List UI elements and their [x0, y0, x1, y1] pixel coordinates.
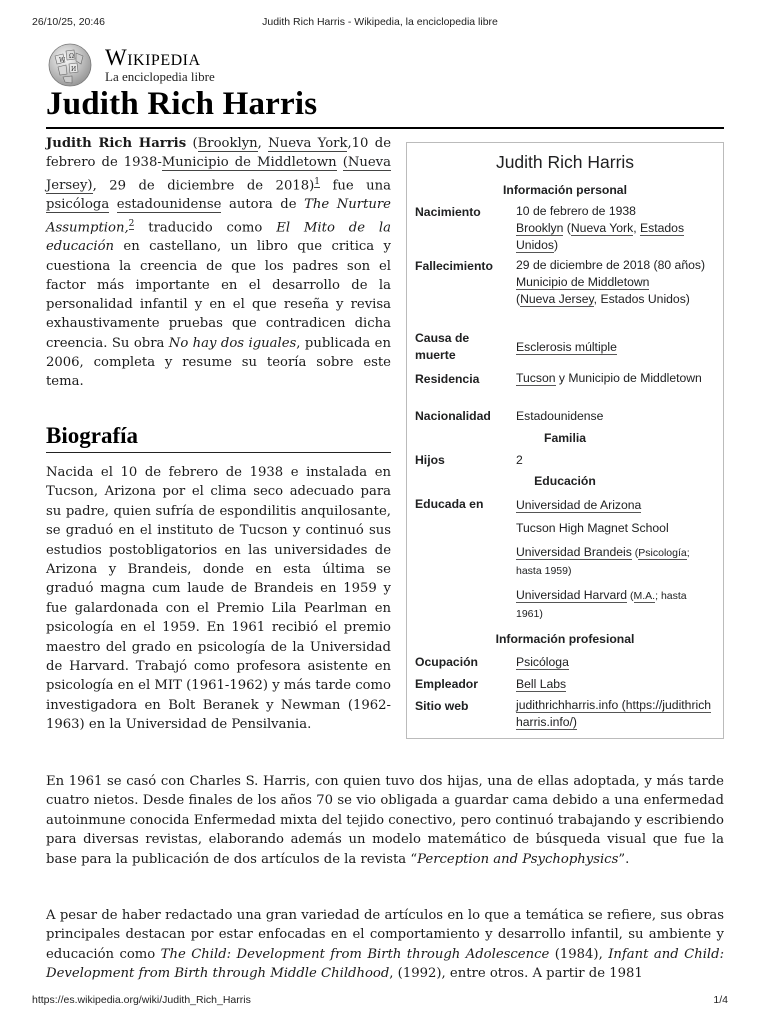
link-brooklyn-ib[interactable]: Brooklyn [516, 221, 564, 235]
label-hijos: Hijos [415, 453, 445, 467]
lead-paragraph: Judith Rich Harris (Brooklyn, Nueva York,10 de febrero de 1938-Municipio de Middletown (Nueva Jersey), 29 de diciembre de 2018)$^1$ fue una psicóloga estadounidense autora de The Nurture Assumption,$^2$ traducido como El Mito de la educación en castellano, un libro que critica y cuestiona la creencia de que los padres son el factor más importante en el desarrollo de la personalidad infantil y en el que reseña y revisa exhaustivamente pruebas que contradicen dicha creencia. Su obra No hay dos iguales, publicada en 2006, completa y resume su teoría sobre este tema. [46, 136, 392, 390]
wikipedia-logo[interactable] [45, 42, 265, 88]
infobox-title: Judith Rich Harris [495, 152, 635, 172]
link-univ-brandeis[interactable]: Universidad Brandeis [516, 545, 632, 559]
book-mito: El Mito de la educación [46, 219, 391, 255]
infobox-section-educacion: Educación [534, 474, 596, 488]
infobox-section-personal: Información personal [503, 183, 627, 197]
value-edu-4: Universidad Harvard (M.A.; hasta 1961) [516, 588, 687, 620]
svg-text:И: И [71, 66, 77, 73]
wikipedia-globe-icon [45, 42, 95, 88]
value-residencia: Tucson y Municipio de Middletown [516, 371, 702, 385]
value-sitio-web [516, 697, 716, 731]
label-fallecimiento: Fallecimiento [415, 259, 493, 273]
value-nacimiento: 10 de febrero de 1938 Brooklyn (Nueva York, Estados Unidos) [516, 204, 685, 252]
print-url: https://es.wikipedia.org/wiki/Judith_Rich_Harris [32, 994, 251, 1006]
link-harvard[interactable]: Universidad de Harvard [46, 639, 391, 675]
label-residencia: Residencia [415, 372, 480, 386]
label-nacimiento: Nacimiento [415, 205, 481, 219]
link-sitio-web[interactable]: judithrichharris.info (https://judithrichharris.info/) [516, 698, 712, 729]
value-causa-muerte [516, 339, 716, 356]
value-edu-2: Tucson High Magnet School [516, 521, 669, 535]
link-nueva-jersey-ib[interactable]: Nueva Jersey [520, 292, 594, 306]
section-divider [46, 452, 391, 453]
article-title: Judith Rich Harris [46, 86, 318, 122]
link-middletown-ib[interactable]: Municipio de Middletown [516, 275, 650, 289]
section-heading-biografia: Biografía [46, 423, 138, 448]
link-esclerosis[interactable]: Esclerosis múltiple [516, 340, 617, 354]
link-nueva-york[interactable]: Nueva York [268, 136, 348, 151]
link-estadounidense[interactable]: estadounidense [116, 197, 222, 213]
link-middletown[interactable]: Municipio de Middletown [161, 155, 337, 171]
value-empleador [516, 676, 716, 693]
book-nurture: The Nurture Assumption, [46, 197, 391, 235]
title-divider [46, 127, 724, 129]
svg-text:Ω: Ω [69, 53, 74, 60]
label-empleador: Empleador [415, 677, 478, 691]
infobox [406, 142, 724, 739]
subject-name: Judith Rich Harris [46, 136, 187, 151]
bio-paragraph-3: A pesar de haber redactado una gran variedad de artículos en lo que a temática se refiere, sus obras principales destacan por estar enfocadas en el comportamiento y desarrollo infantil, su ambiente y educación como The Child: Development from Birth through Adolescence (1984), Infant and Child: Development from Birth through Middle Childhood, (1992), entre otros. A partir de 1981 [46, 908, 725, 982]
value-edu-3: Universidad Brandeis (Psicología; hasta 1959) [516, 545, 690, 577]
value-nacionalidad: Estadounidense [516, 409, 604, 423]
ref-1[interactable]: 1 [314, 176, 320, 187]
value-hijos: 2 [516, 453, 523, 467]
link-univ-arizona[interactable]: Universidad de Arizona [516, 498, 642, 512]
print-header [32, 16, 728, 30]
value-ocupacion [516, 654, 716, 671]
link-eeuu-ib[interactable]: Estados Unidos [516, 221, 685, 252]
link-psicologia[interactable]: Psicología [638, 547, 687, 559]
print-page-number: 1/4 [713, 994, 728, 1006]
link-ma[interactable]: M.A. [633, 590, 656, 602]
infobox-section-profesional: Información profesional [495, 632, 635, 646]
link-nueva-york-ib[interactable]: Nueva York [570, 221, 634, 235]
print-page-title: Judith Rich Harris - Wikipedia, la enciclopedia libre [262, 16, 498, 28]
link-nueva-jersey[interactable]: (Nueva Jersey) [46, 155, 391, 193]
label-ocupacion: Ocupación [415, 655, 478, 669]
link-enfermedad-mixta[interactable]: Enfermedad mixta del tejido conectivo [193, 812, 453, 828]
label-educada-en: Educada en [415, 497, 484, 511]
wikipedia-wordmark: Wikipedia [105, 45, 201, 70]
ref-2[interactable]: 2 [128, 218, 135, 229]
print-date: 26/10/25, 20:46 [32, 16, 105, 28]
link-psicologa-ib[interactable]: Psicóloga [516, 655, 569, 669]
link-espondilitis[interactable]: espondilitis anquilosante [219, 503, 387, 519]
value-fallecimiento: 29 de diciembre de 2018 (80 años) Municipio de Middletown (Nueva Jersey, Estados Unidos) [516, 258, 706, 306]
print-footer [32, 994, 728, 1008]
book-no-hay: No hay dos iguales [168, 335, 297, 351]
link-psicologa[interactable]: psicóloga [46, 197, 110, 213]
wikipedia-tagline: La enciclopedia libre [105, 69, 215, 84]
label-sitio-web: Sitio web [415, 699, 469, 713]
link-tucson[interactable]: Tucson [516, 371, 556, 385]
label-nacionalidad: Nacionalidad [415, 409, 491, 423]
svg-text:W: W [59, 57, 66, 64]
bio-paragraph-1: Nacida el 10 de febrero de 1938 e instalada en Tucson, Arizona por el clima seco adecuado para su padre, quien sufría de espondilitis anquilosante, se graduó en el instituto de Tucson y continuó sus estudios postobligatorios en las universidades de Arizona y Brandeis, donde en esta última se graduó magna cum laude de Brandeis en 1959 y fue galardonada con el Premio Lila Pearlman en psicología en el 1959. En 1961 recibió el premio maestro del grado en psicología de la Universidad de Harvard. Trabajó como profesora asistente en psicología en el MIT (1961-1962) y más tarde como investigadora en Bolt Beranek y Newman (1962-1963) en la Universidad de Pensilvania. [46, 465, 391, 733]
value-edu-1 [516, 497, 716, 514]
label-causa-muerte: Causa de muerte [415, 331, 470, 362]
bio-paragraph-2: En 1961 se casó con Charles S. Harris, con quien tuvo dos hijas, una de ellas adoptada, y más tarde cuatro nietos. Desde finales de los años 70 se vio obligada a guardar cama debido a una enfermedad autoinmune conocida Enfermedad mixta del tejido conectivo, pero continuó trabajando y escribiendo para diversas revistas, elaborando además un modelo matemático de búsqueda visual que fue la base para la publicación de dos artículos de la revista “Perception and Psychophysics”. [46, 774, 724, 867]
link-univ-harvard[interactable]: Universidad Harvard [516, 588, 628, 602]
link-brooklyn[interactable]: Brooklyn [197, 136, 258, 151]
infobox-section-familia: Familia [544, 431, 586, 445]
link-bell-labs[interactable]: Bell Labs [516, 677, 567, 691]
